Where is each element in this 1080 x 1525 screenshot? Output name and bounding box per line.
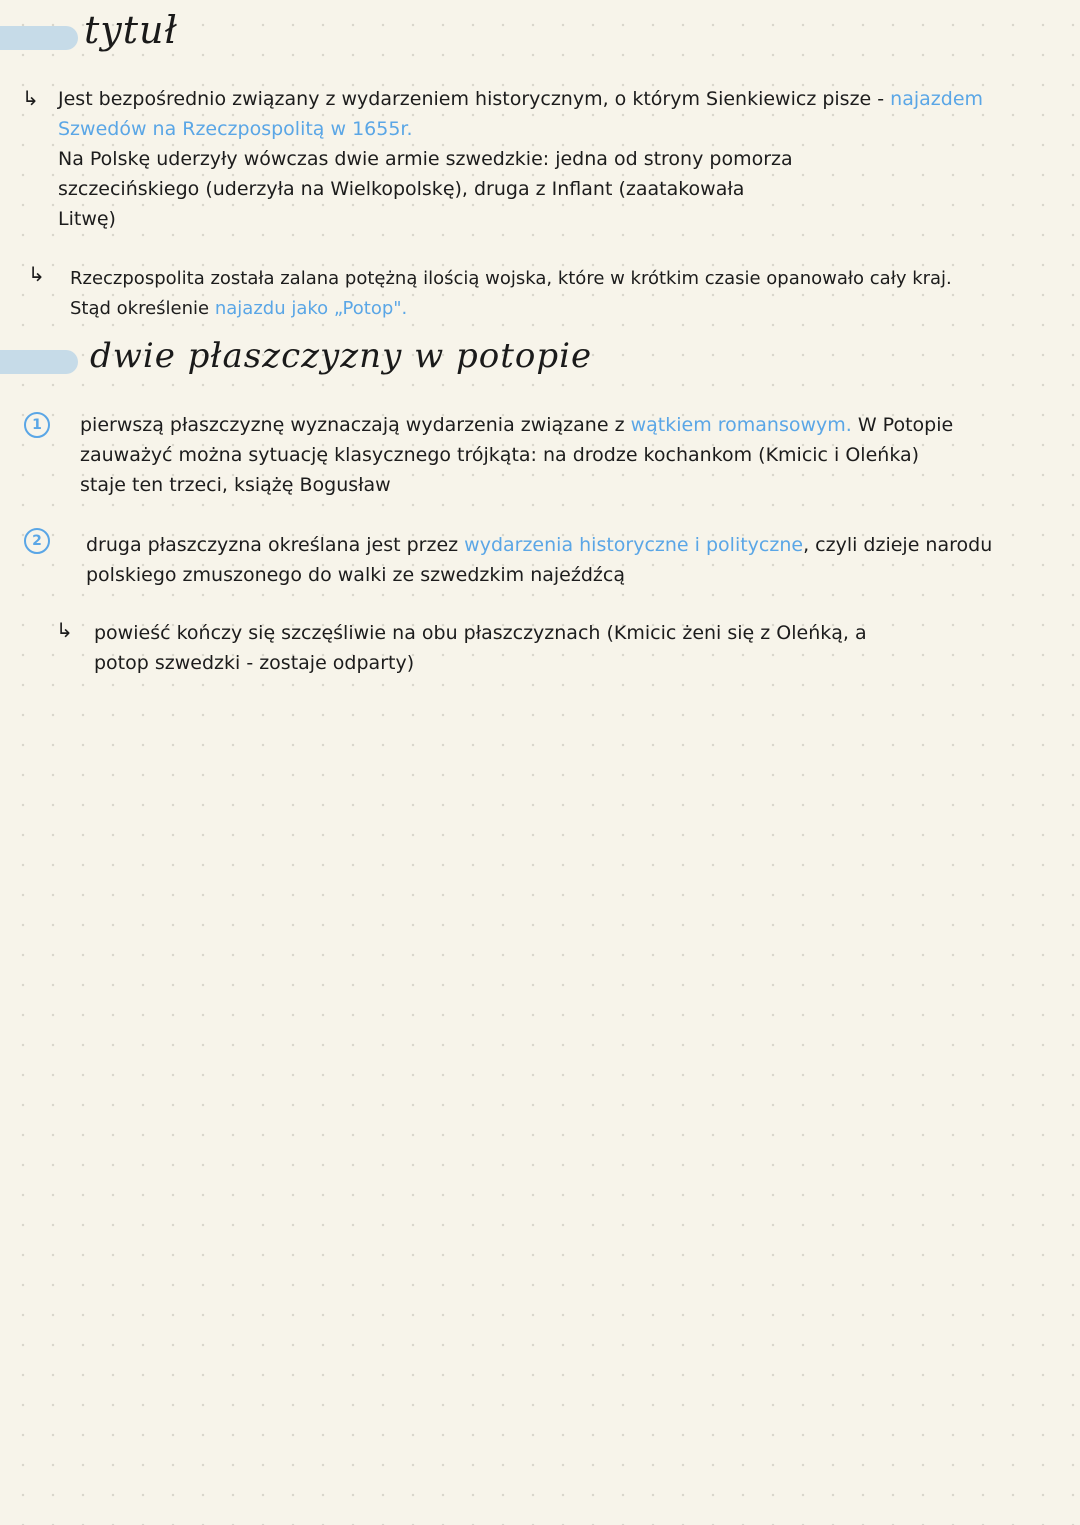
section-heading-tytul: tytuł: [84, 8, 178, 52]
text-line: pierwszą płaszczyznę wyznaczają wydarzenia związane z wątkiem romansowym. W Potopie: [80, 414, 954, 436]
text-line: druga płaszczyzna określana jest przez wydarzenia historyczne i polityczne, czyli dzieje narodu: [86, 534, 993, 556]
heading-highlight: [0, 350, 78, 374]
arrow-icon: ↳: [22, 86, 39, 110]
text-line: polskiego zmuszonego do walki ze szwedzkim najeźdźcą: [86, 564, 625, 586]
text-line: Na Polskę uderzyły wówczas dwie armie szwedzkie: jedna od strony pomorza: [58, 148, 793, 170]
arrow-icon: ↳: [56, 618, 73, 642]
text-line: powieść kończy się szczęśliwie na obu płaszczyznach (Kmicic żeni się z Oleńką, a: [94, 622, 867, 644]
text-line: Stąd określenie najazdu jako „Potop".: [70, 298, 408, 319]
number-1-badge: 1: [24, 412, 50, 438]
text-line: Jest bezpośrednio związany z wydarzeniem historycznym, o którym Sienkiewicz pisze - najazdem: [58, 88, 984, 110]
paragraph-title-history: [58, 84, 983, 234]
section-heading-dwie-plaszczyzny: dwie płaszczyzny w potopie: [90, 336, 593, 376]
text-line: Szwedów na Rzeczpospolitą w 1655r.: [58, 118, 413, 140]
heading-highlight: [0, 26, 78, 50]
arrow-icon: ↳: [28, 262, 45, 286]
paragraph-romance-plane: [80, 410, 953, 500]
text-line: Litwę): [58, 208, 116, 230]
paragraph-historical-plane: [86, 530, 992, 590]
text-line: Rzeczpospolita została zalana potężną ilością wojska, które w krótkim czasie opanowało cały kraj.: [70, 268, 952, 289]
text-line: zauważyć można sytuację klasycznego trójkąta: na drodze kochankom (Kmicic i Oleńka): [80, 444, 920, 466]
paragraph-happy-ending: [94, 618, 867, 678]
text-line: staje ten trzeci, książę Bogusław: [80, 474, 391, 496]
paragraph-potop-meaning: [70, 264, 952, 324]
text-line: potop szwedzki - zostaje odparty): [94, 652, 415, 674]
text-line: szczecińskiego (uderzyła na Wielkopolskę), druga z Inflant (zaatakowała: [58, 178, 745, 200]
number-2-badge: 2: [24, 528, 50, 554]
